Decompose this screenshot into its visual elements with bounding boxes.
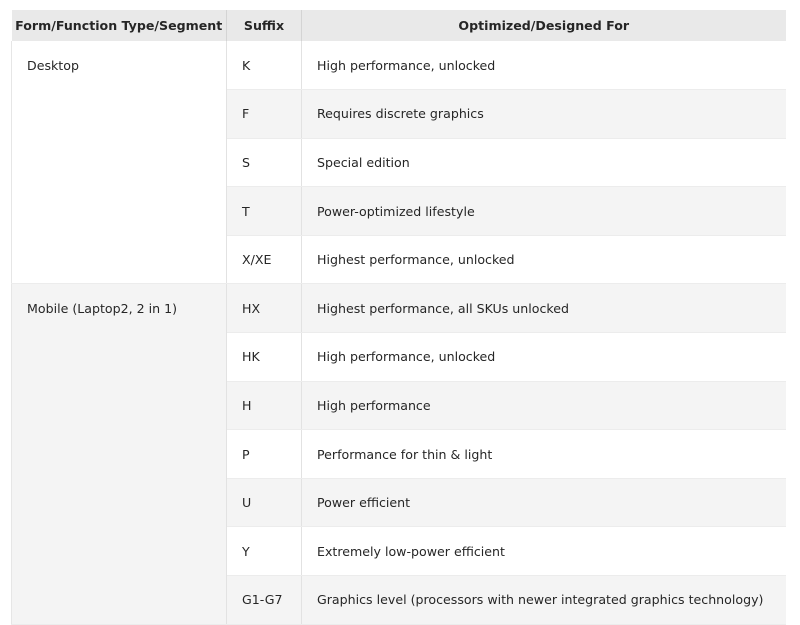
suffix-cell: X/XE (227, 235, 302, 284)
suffix-cell: Y (227, 527, 302, 576)
suffix-cell: P (227, 430, 302, 479)
suffix-cell: S (227, 138, 302, 187)
suffix-cell: HK (227, 333, 302, 382)
designed-for-cell: Highest performance, all SKUs unlocked (302, 284, 786, 333)
table-body (12, 41, 786, 624)
designed-for-cell: Highest performance, unlocked (302, 235, 786, 284)
suffix-cell: H (227, 381, 302, 430)
designed-for-cell: Extremely low-power efficient (302, 527, 786, 576)
table-row (12, 41, 786, 90)
header-segment: Form/Function Type/Segment (12, 10, 227, 41)
table-header (12, 10, 786, 41)
suffix-cell: G1-G7 (227, 576, 302, 625)
header-row (12, 10, 786, 41)
suffix-cell: U (227, 478, 302, 527)
suffix-table-container (11, 10, 785, 625)
suffix-cell: HX (227, 284, 302, 333)
segment-cell-mobile: Mobile (Laptop2, 2 in 1) (12, 284, 227, 624)
segment-cell-desktop: Desktop (12, 41, 227, 284)
designed-for-cell: Power efficient (302, 478, 786, 527)
designed-for-cell: Special edition (302, 138, 786, 187)
header-designed-for: Optimized/Designed For (302, 10, 786, 41)
processor-suffix-table (11, 10, 786, 625)
suffix-cell: K (227, 41, 302, 90)
suffix-cell: T (227, 187, 302, 236)
table-row (12, 284, 786, 333)
designed-for-cell: High performance, unlocked (302, 41, 786, 90)
header-suffix: Suffix (227, 10, 302, 41)
designed-for-cell: Requires discrete graphics (302, 90, 786, 139)
designed-for-cell: Performance for thin & light (302, 430, 786, 479)
designed-for-cell: High performance (302, 381, 786, 430)
suffix-cell: F (227, 90, 302, 139)
designed-for-cell: Power-optimized lifestyle (302, 187, 786, 236)
designed-for-cell: High performance, unlocked (302, 333, 786, 382)
designed-for-cell: Graphics level (processors with newer integrated graphics technology) (302, 576, 786, 625)
